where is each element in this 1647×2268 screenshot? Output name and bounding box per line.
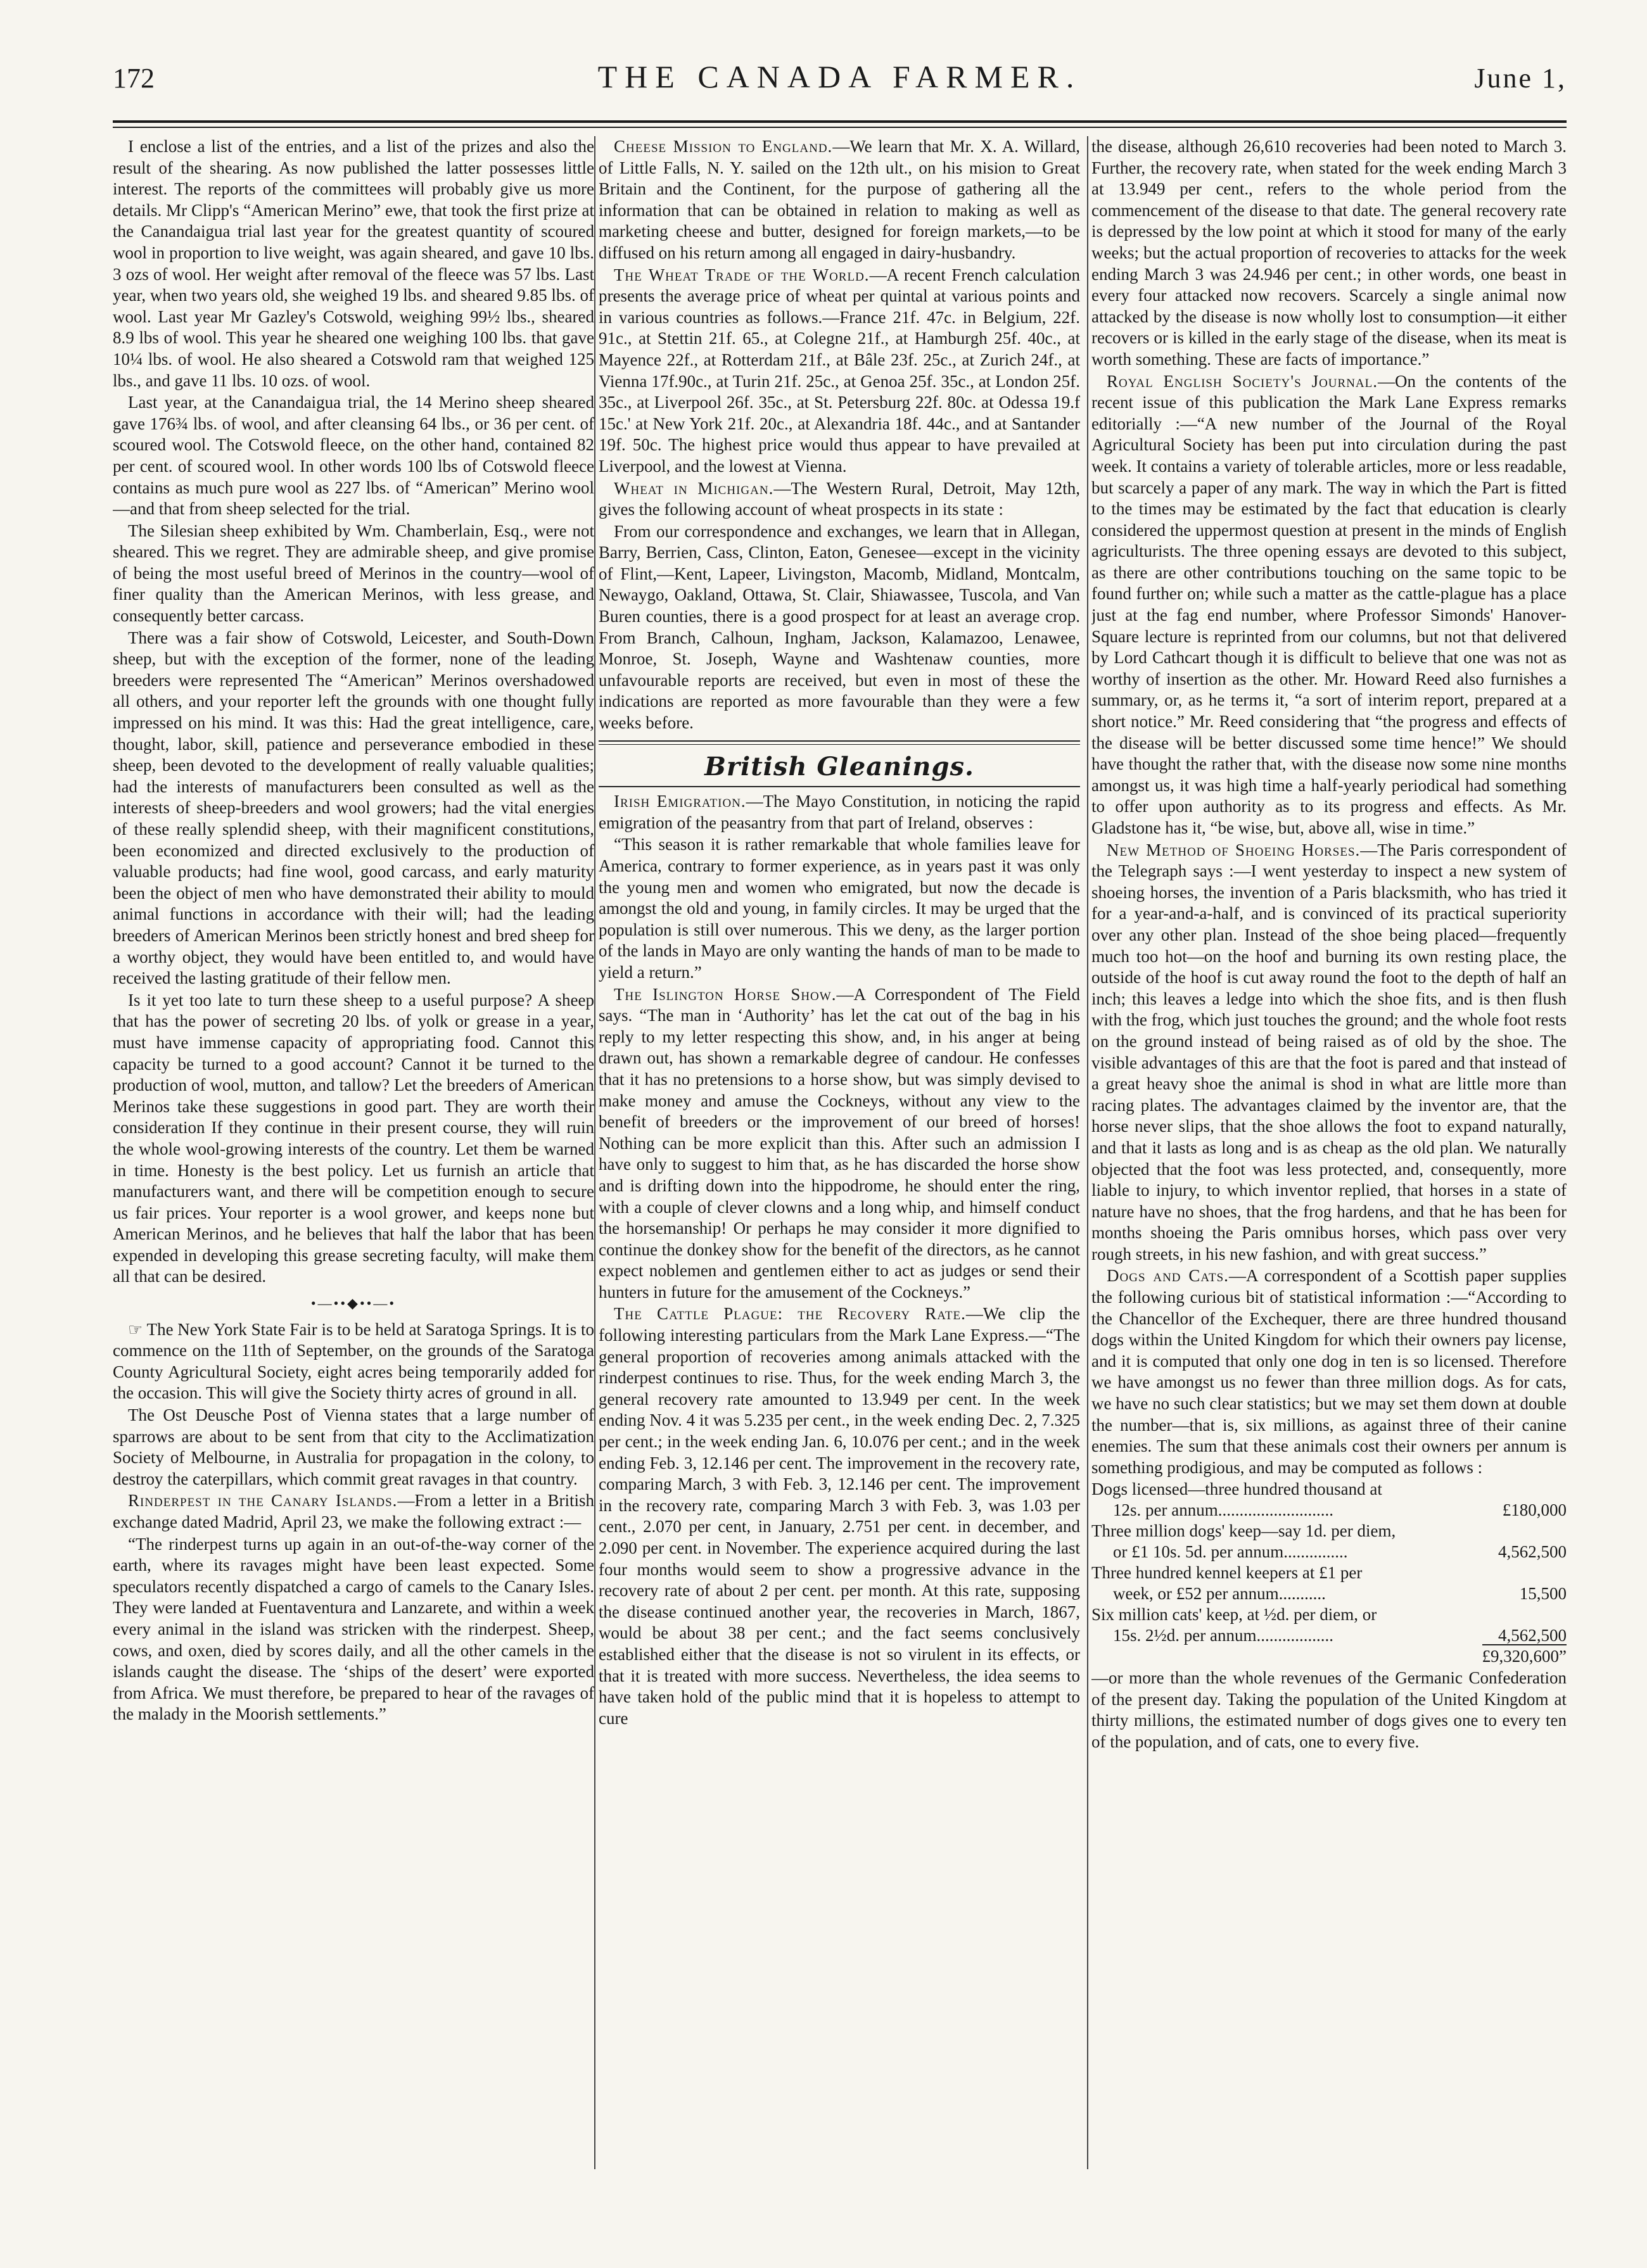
table-row	[1091, 1562, 1567, 1583]
paragraph	[1091, 1265, 1567, 1478]
paragraph-text: —From a letter in a British exchange dated Madrid, April 23, we make the following extract :—	[113, 1491, 594, 1531]
ledger-item: Dogs licensed—three hundred thousand at	[1091, 1479, 1382, 1499]
table-row	[1091, 1479, 1567, 1500]
ledger-item: 12s. per annum...........................	[1113, 1500, 1333, 1520]
table-row	[1091, 1542, 1567, 1562]
paragraph: “This season it is rather remarkable that whole families leave for America, contrary to former experience, as in years past it was only the young men and women who emigrated, but now the decade is amongst the old and young, in family circles. It may be urged that the population is still over numerous. This we deny, as the larger portion of the lands in Mayo are only wanting the hands of man to be made to yield a return.”	[599, 835, 1080, 982]
paragraph	[599, 136, 1080, 264]
paragraph: There was a fair show of Cotswold, Leicester, and South-Down sheep, but with the exception of the former, none of the leading breeders were represented The “American” Merinos overshadowed all others, and your reporter left the grounds with one thought fully impressed on his mind. It was this: Had the great intelligence, care, thought, labor, skill, patience and perseverance embodied in these sheep, been devoted to the development of really valuable qualities; had the interests of manufacturers been consulted as well as the interests of sheep-breeders and wool growers; had the vital energies of these really splendid sheep, with their magnificent constitutions, been economized and directed exclusively to the production of valuable products; had fine wool, good carcass, and early maturity been the object of men who have demonstrated their ability to mould animal functions in accordance with their will; had the leading breeders of American Merinos been strictly honest and bred sheep for a worthy object, they would have been entitled to, and would have received the lasting gratitude of their fellow men.	[113, 628, 594, 988]
paragraph: Is it yet too late to turn these sheep to a useful purpose? A sheep that has the power of secreting 20 lbs. of yolk or grease in a year, must have immense capacity of appropriating food. Cannot this capacity be turned to a good account? Cannot it be turned to the production of wool, mutton, and tallow? Let the breeders of American Merinos take these suggestions in good part. They are worth their consideration If they continue in their present course, they will ruin the whole wool-growing interests of the country. Let them be warned in time. Honesty is the best policy. Let us furnish an article that manufacturers want, and there will be competition enough to secure us fair prices. Your reporter is a wool grower, and keeps none but American Merinos, and he believes that half the labor that has been expended in developing this grease secreting faculty, will make them all that can be desired.	[113, 990, 594, 1286]
paragraph: “The rinderpest turns up again in an out-of-the-way corner of the earth, where its ravages might have been least expected. Some speculators recently dispatched a cargo of camels to the Canary Isles. They were landed at Fuentaventura and Lanzarete, and within a week every animal in the island was stricken with the rinderpest. Sheep, cows, and oxen, died by scores daily, and all the other camels in the islands caught the disease. The ‘ships of the desert’ were exported from Africa. We must therefore, be prepared to hear of the ravages of the malady in the Moorish settlements.”	[113, 1534, 594, 1724]
article-heading: The Islington Horse Show.	[614, 984, 837, 1004]
table-row	[1091, 1500, 1567, 1521]
article-heading: New Method of Shoeing Horses.	[1107, 840, 1361, 859]
paragraph	[599, 1303, 1080, 1729]
paragraph	[1091, 371, 1567, 839]
ledger-item: 15s. 2½d. per annum..................	[1113, 1626, 1333, 1645]
ledger-amount: 4,562,500	[1498, 1542, 1567, 1562]
paragraph	[1091, 840, 1567, 1265]
ledger-total: £9,320,600”	[1482, 1644, 1567, 1666]
article-heading: Wheat in Michigan.	[614, 478, 774, 498]
column-divider	[594, 136, 595, 2169]
ledger-amount: £180,000	[1502, 1500, 1567, 1520]
header-rule-thin	[113, 127, 1567, 128]
pointing-hand-icon: ☞	[128, 1320, 143, 1339]
paragraph: I enclose a list of the entries, and a list of the prizes and also the result of the shearing. As now published the latter possesses little interest. The reports of the committees will probably give us more details. Mr Clipp's “American Merino” ewe, that took the first prize at the Canandaigua trial last year for the greatest quantity of scoured wool in proportion to live weight, was again sheared, and gave 10 lbs. 3 ozs of wool. Her weight after removal of the fleece was 57 lbs. Last year, when two years old, she weighed 19 lbs. and sheared 9.85 lbs. of wool. Last year Mr Gazley's Cotswold, weighing 99½ lbs., sheared 8.9 lbs of wool. This year he sheared one weighing 100 lbs. that gave 10¼ lbs. of wool. He also sheared a Cotswold ram that weighed 125 lbs., and gave 11 lbs. 10 ozs. of wool.	[113, 137, 594, 390]
paragraph-text: —The Mayo Constitution, in noticing the rapid emigration of the peasantry from that part of Ireland, observes :	[599, 792, 1080, 832]
paragraph	[599, 478, 1080, 521]
section-rule	[599, 786, 1080, 787]
header-rule	[113, 120, 1567, 123]
ornament-separator: •—••◆••—•	[310, 1295, 397, 1312]
ledger-amount: 4,562,500	[1498, 1626, 1567, 1645]
table-row	[1091, 1583, 1567, 1604]
paragraph	[599, 265, 1080, 478]
paragraph: The Ost Deusche Post of Vienna states that a large number of sparrows are about to be sent from that city to the Acclimatization Society of Melbourne, in Australia for propagation in the colony, to destroy the caterpillars, which commit great ravages in that country.	[113, 1405, 594, 1488]
article-heading: Irish Emigration.	[614, 792, 746, 811]
ledger-amount: 15,500	[1519, 1584, 1567, 1604]
article-heading: Cheese Mission to England.	[614, 137, 833, 156]
paper-title: THE CANADA FARMER.	[597, 59, 1082, 94]
paragraph: From our correspondence and exchanges, we learn that in Allegan, Barry, Berrien, Cass, Clinton, Eaton, Genesee—except in the vicinity of Flint,—Kent, Lapeer, Livingston, Macomb, Midland, Montcalm, Newaygo, Oakland, Ottawa, St. Clair, Shiawassee, Tuscola, and Van Buren counties, there is a good prospect for at least an average crop. From Branch, Calhoun, Ingham, Jackson, Kalamazoo, Lenawee, Monroe, St. Joseph, Wayne and Washtenaw counties, more unfavourable reports are received, but even in most of these the indications are reported as more favourable than they were a few weeks before.	[599, 521, 1080, 733]
ledger-total-row	[1091, 1646, 1567, 1668]
ledger-item: Six million cats' keep, at ½d. per diem, or	[1091, 1605, 1377, 1625]
table-row	[1091, 1625, 1567, 1646]
ledger-item: week, or £52 per annum...........	[1113, 1584, 1326, 1604]
section-rule	[599, 740, 1080, 745]
paragraph-text: —On the contents of the recent issue of this publication the Mark Lane Express remarks editorially :—“A new number of the Journal of the Royal Agricultural Society has been put into circulation during the past week. It contains a variety of tolerable articles, more or less readable, but scarcely a paper of any mark. The way in which the Part is fitted to the times may be estimated by the fact that education is clearly considered the uppermost question at present in the minds of English agriculturists. The three opening essays are devoted to this subject, as there are other contributions touching on the same topic to be found further on; while such a matter as the cattle-plague has a place just at the fag end number, where Professor Simonds' Hanover-Square lecture is reprinted from our columns, but not that delivered by Lord Cathcart though it is difficult to believe that one was not as worthy of insertion as the other. Mr. Howard Reed also furnishes a summary, or, as he terms it, “a sort of interim report, prepared at a short notice.” Mr. Reed considering that “the progress and effects of the disease will be better discussed some time hence!” We should have thought the rather that, with the disease now some nine months amongst us, it was high time a half-yearly periodical had something to offer upon authority as to its progress and effects. As Mr. Gladstone has it, “be wise, but, above all, wise in time.”	[1091, 371, 1567, 837]
table-row	[1091, 1521, 1567, 1542]
paragraph-text: The New York State Fair is to be held at Saratoga Springs. It is to commence on the 11th of September, on the grounds of the Saratoga County Agricultural Society, eight acres being temporarily added for the occasion. This will give the Society thirty acres of ground in all.	[113, 1319, 594, 1403]
paragraph: the disease, although 26,610 recoveries had been noted to March 3. Further, the recovery rate, when stated for the week ending March 3 at 13.949 per cent., refers to the whole period from the commencement of the disease to that date. The general recovery rate is depressed by the low point at which it stood for many of the early weeks; but the actual proportion of recoveries to attacks for the week ending March 3 was 24.946 per cent.; in other words, one beast in every four attacked now recovers. Scarcely a single animal now attacked by the disease is now wholly lost to consumption—it either recovers or is killed in the early stage of the disease, when its meat is worth something. These are facts of importance.”	[1091, 137, 1567, 369]
table-row	[1091, 1604, 1567, 1625]
paragraph: —or more than the whole revenues of the Germanic Confederation of the present day. Taking the population of the United Kingdom at thirty millions, the estimated number of dogs gives one to every ten of the population, and of cats, one to every five.	[1091, 1668, 1567, 1751]
paragraph-text: —A Correspondent of The Field says. “The man in ‘Authority’ has let the cat out of the bag in his reply to my letter respecting this show, and, in his anger at being drawn out, has shown a remarkable degree of candour. He confesses that it has no pretensions to a horse show, but was simply devised to make money and amuse the Cockneys, without any view to the benefit of breeders or the improvement of our breed of horses! Nothing can be more explicit than this. After such an admission I have only to suggest to him that, as he has discarded the horse show and is drifting down into the hippodrome, he should enter the ring, with a couple of clever clowns and a long whip, and himself conduct the horsemanship! Or perhaps he may consider it more dignified to continue the donkey show for the benefit of the directors, as he cannot expect noblemen and gentlemen either to act as judges or send their hunters in future for the amusement of the Cockneys.”	[599, 984, 1080, 1302]
paragraph	[113, 1490, 594, 1533]
section-heading: British Gleanings.	[704, 751, 974, 782]
paragraph	[113, 1319, 594, 1404]
paragraph	[599, 791, 1080, 833]
article-heading: Rinderpest in the Canary Islands.	[128, 1491, 398, 1511]
article-heading: Dogs and Cats.	[1107, 1266, 1229, 1286]
paragraph-text: —The Western Rural, Detroit, May 12th, gives the following account of wheat prospects in its state :	[599, 478, 1080, 519]
paragraph-text: —We clip the following interesting particulars from the Mark Lane Express.—“The general proportion of recoveries among animals attacked with the rinderpest continues to rise. Thus, for the week ending March 3, the general recovery rate amounted to 13.949 per cent. In the week ending Nov. 4 it was 5.235 per cent., in the week ending Dec. 2, 7.325 per cent.; in the week ending Jan. 6, 10.076 per cent.; and in the week ending Feb. 3, 12.146 per cent. The improvement in the recovery rate, comparing March, 3 with Feb. 3, 12.146 per cent. The improvement in the recovery rate, comparing March 3 with Feb. 3, was 1.03 per cent., 2.070 per cent, in January, 2.751 per cent. in december, and 2.090 per cent. in November. The experience acquired during the last four months would seem to show a progressive advance in the recovery rate of about 2 per cent. per month. At this rate, supposing the disease continued another year, the recoveries in March, 1867, would be about 38 per cent.; and the fact seems conclusively established either that the disease is not so virulent in its effects, or that it is treated with more success. Nevertheless, the idea seems to have taken hold of the public mind that it is hopeless to attempt to cure	[599, 1304, 1080, 1728]
column-1	[113, 136, 594, 2195]
ledger-item: Three million dogs' keep—say 1d. per diem,	[1091, 1521, 1396, 1541]
paragraph-text: —We learn that Mr. X. A. Willard, of Little Falls, N. Y. sailed on the 12th ult., on his mision to Great Britain and the Continent, for the purpose of gathering all the information that can be obtained in relation to making as well as marketing cheese and butter, designed for foreign markets,—to be diffused on his return among all engaged in dairy-husbandry.	[599, 137, 1080, 262]
article-heading: Royal English Society's Journal.	[1107, 371, 1378, 391]
column-2	[599, 136, 1080, 2195]
article-heading: The Cattle Plague: the Recovery Rate.	[614, 1304, 966, 1324]
paragraph	[599, 984, 1080, 1303]
issue-date: June 1,	[1474, 63, 1567, 94]
paragraph-text: —The Paris correspondent of the Telegraph says :—I went yesterday to inspect a new system of shoeing horses, the invention of a Paris blacksmith, who has tried it for a year-and-a-half, and is convinced of its practical superiority over any other plan. Instead of the shoe being placed—frequently much too hot—on the hoof and burning its own resting place, the outside of the hoof is cut away round the foot to the depth of half an inch; this leaves a ledge into which the shoe fits, and is then flush with the frog, which just touches the ground; and the whole foot rests on the ground instead of being raised as of old by the shoe. The visible advantages of this are that the foot is pared and that instead of a great heavy shoe the animal is shod in what are little more than racing plates. The advantages claimed by the inventor are, that the horse never slips, that the shoe allows the foot to expand naturally, and that it lasts as long and is as cheap as the old plan. We naturally objected that the foot was less protected, and, consequently, more liable to injury, to which inventor replied, that horses in a state of nature have no shoes, that the frog hardens, and that he has been for months shoeing the Paris omnibus horses, which pass over very rough streets, in his new fashion, and with great success.”	[1091, 840, 1567, 1264]
column-divider	[1087, 136, 1088, 2169]
paragraph: Last year, at the Canandaigua trial, the 14 Merino sheep sheared gave 176¾ lbs. of wool, and after cleansing 64 lbs., or 36 per cent. of scoured wool. The Cotswold fleece, on the other hand, contained 82 per cent. of scoured wool. In other words 100 lbs of Cotswold fleece contains as much pure wool as 227 lbs. of “American” Merino wool—and that from sheep selected for the trial.	[113, 393, 594, 519]
article-heading: The Wheat Trade of the World.	[614, 265, 870, 284]
ledger-item: Three hundred kennel keepers at £1 per	[1091, 1563, 1363, 1583]
paragraph-text: —A correspondent of a Scottish paper supplies the following curious bit of statistical information :—“According to the Chancellor of the Exchequer, there are three hundred thousand dogs within the United Kingdom for which their owners pay license, and it is computed that only one dog in ten is so licensed. Therefore we have amongst us no fewer than three million dogs. As for cats, we have no such clear statistics; but we may set them down at double the number—that is, six millions, as against three of their canine enemies. The sum that these animals cost their owners per annum is something prodigious, and may be computed as follows :	[1091, 1266, 1567, 1477]
expense-table	[1091, 1479, 1567, 1646]
column-3	[1091, 136, 1567, 2195]
paragraph: The Silesian sheep exhibited by Wm. Chamberlain, Esq., were not sheared. This we regret. They are admirable sheep, and give promise of being the most useful breed of Merinos in the country—wool of finer quality than the American Merinos, with less grease, and consequently better carcass.	[113, 521, 594, 626]
page-number: 172	[113, 63, 155, 94]
paragraph-text: —A recent French calculation presents the average price of wheat per quintal at various points and in various countries as follows.—France 21f. 47c. in Belgium, 22f. 91c., at Stettin 21f. 65., at Colegne 21f., at Hamburgh 25f. 40c., at Mayence 22f., at Rotterdam 21f., at Bâle 23f. 25c., at Zurich 24f., at Vienna 17f.90c., at Turin 21f. 25c., at Genoa 25f. 35c., at London 25f. 35c., at Liverpool 26f. 35c., at St. Petersburg 22f. 80c. at Odessa 19.f 15c.' at New York 21f. 20c., at Alexandria 18f. 44c., and at Santander 19f. 50c. The highest price would thus appear to have prevailed at Liverpool, and the lowest at Vienna.	[599, 265, 1080, 476]
page-header	[113, 58, 1567, 103]
ledger-item: or £1 10s. 5d. per annum...............	[1113, 1542, 1348, 1562]
